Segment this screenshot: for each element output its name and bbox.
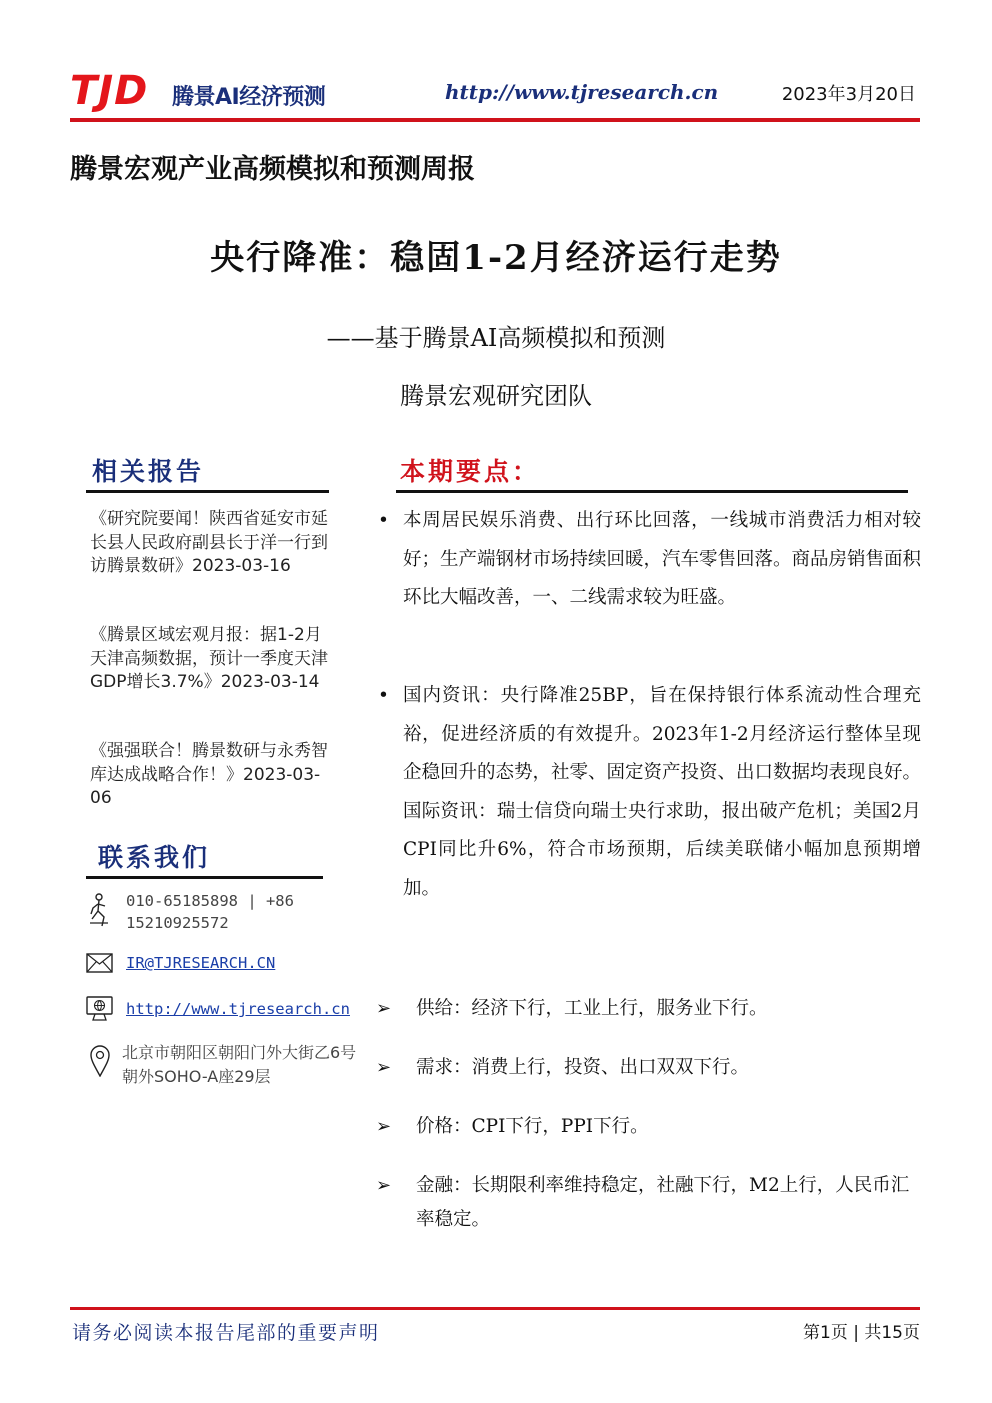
arrow-bullet-icon: ➢ — [376, 998, 392, 1019]
related-report-item[interactable]: 《腾景区域宏观月报：据1-2月天津高频数据，预计一季度天津GDP增长3.7%》2023-03-14 — [90, 625, 328, 692]
website-icon — [86, 996, 112, 1022]
related-reports-heading: 相关报告 — [92, 457, 205, 486]
summary-item-finance — [376, 1169, 921, 1237]
key-points-divider — [396, 490, 908, 493]
related-divider — [86, 490, 329, 493]
arrow-bullet-icon: ➢ — [376, 1116, 392, 1137]
mail-icon — [86, 953, 112, 979]
summary-item-demand — [376, 1051, 921, 1085]
website-link[interactable]: http://www.tjresearch.cn — [126, 1000, 350, 1018]
arrow-bullet-icon: ➢ — [376, 1057, 392, 1078]
email-link[interactable]: IR@TJRESEARCH.CN — [126, 954, 276, 972]
summary-item-price — [376, 1110, 921, 1144]
key-point-text: 国内资讯：央行降准25BP，旨在保持银行体系流动性合理充裕，促进经济质的有效提升。2023年1-2月经济运行整体呈现企稳回升的态势，社零、固定资产投资、出口数据均表现良好。国际资讯：瑞士信贷向瑞士央行求助，报出破产危机；美国2月CPI同比升6%，符合市场预期，后续美联储小幅加息预期增加。 — [403, 685, 922, 899]
header-url[interactable]: http://www.tjresearch.cn — [445, 80, 719, 104]
phone-icon — [86, 893, 112, 919]
footer-divider — [70, 1307, 920, 1310]
office-address: 北京市朝阳区朝阳门外大街乙6号朝外SOHO-A座29层 — [122, 1043, 357, 1086]
summary-item-supply — [376, 992, 921, 1026]
key-point-bullet — [376, 677, 921, 908]
related-report-item[interactable]: 《研究院要闻！陕西省延安市延长县人民政府副县长于洋一行到访腾景数研》2023-03-16 — [90, 509, 328, 576]
phone-line: 15210925572 — [126, 914, 229, 932]
bullet-dot-icon: • — [378, 685, 389, 706]
disclaimer-note: 请务必阅读本报告尾部的重要声明 — [72, 1322, 380, 1344]
summary-text: 需求：消费上行，投资、出口双双下行。 — [416, 1057, 750, 1078]
summary-text: 金融：长期限利率维持稳定，社融下行，M2上行，人民币汇率稳定。 — [416, 1175, 910, 1230]
location-pin-icon — [90, 1045, 116, 1071]
research-team: 腾景宏观研究团队 — [400, 382, 592, 410]
report-title: 央行降准：稳固1-2月经济运行走势 — [210, 238, 782, 278]
related-report-item[interactable]: 《强强联合！腾景数研与永秀智库达成战略合作！》2023-03-06 — [90, 741, 328, 808]
key-points-heading: 本期要点： — [400, 457, 541, 486]
summary-text: 价格：CPI下行，PPI下行。 — [416, 1116, 649, 1137]
phone-line: 010-65185898 | +86 — [126, 892, 294, 910]
header-divider — [70, 118, 920, 122]
arrow-bullet-icon: ➢ — [376, 1175, 392, 1196]
brand-name: 腾景AI经济预测 — [172, 85, 326, 110]
summary-text: 供给：经济下行，工业上行，服务业下行。 — [416, 998, 768, 1019]
report-date: 2023年3月20日 — [781, 84, 916, 105]
contact-divider — [86, 876, 323, 879]
report-subtitle: ——基于腾景AI高频模拟和预测 — [326, 324, 666, 352]
key-point-text: 本周居民娱乐消费、出行环比回落，一线城市消费活力相对较好；生产端钢材市场持续回暖，汽车零售回落。商品房销售面积环比大幅改善，一、二线需求较为旺盛。 — [403, 510, 922, 608]
phone-number — [126, 890, 294, 934]
page-indicator: 第1页 | 共15页 — [803, 1323, 920, 1343]
contact-heading: 联系我们 — [98, 843, 211, 872]
series-title: 腾景宏观产业高频模拟和预测周报 — [70, 154, 475, 185]
key-point-bullet — [376, 502, 921, 618]
bullet-dot-icon: • — [378, 510, 389, 531]
tjd-logo: TJD — [70, 68, 149, 114]
